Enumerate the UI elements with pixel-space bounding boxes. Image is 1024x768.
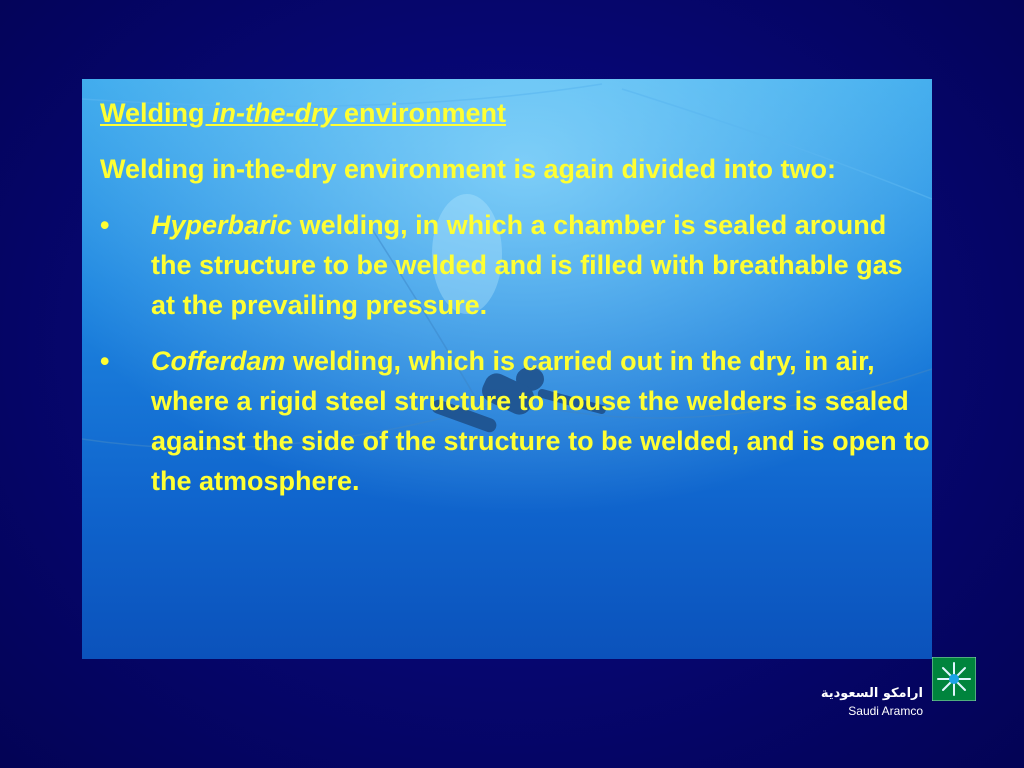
bullet-item-cofferdam	[100, 341, 930, 501]
heading-text-end: environment	[336, 98, 507, 128]
heading-text-start: Welding	[100, 98, 212, 128]
slide-heading	[100, 93, 930, 133]
bullet-marker: •	[100, 346, 110, 376]
slide-text	[100, 93, 930, 517]
underwater-diver-photo	[82, 79, 932, 659]
bullet-term: Cofferdam	[151, 346, 286, 376]
logo-english-text: Saudi Aramco	[848, 704, 923, 718]
saudi-aramco-star-icon	[932, 657, 976, 701]
bullet-marker: •	[100, 210, 110, 240]
heading-text-italic: in-the-dry	[212, 98, 337, 128]
bullet-term: Hyperbaric	[151, 210, 293, 240]
bullet-text: welding, which is carried out in the dry, in air, where a rigid steel structure to house the welders is sealed against the side of the structure to be welded, and is open to the atmosphere.	[151, 346, 930, 496]
bullet-item-hyperbaric	[100, 205, 930, 325]
bullet-text: welding, in which a chamber is sealed around the structure to be welded and is filled with breathable gas at the prevailing pressure.	[151, 210, 903, 320]
logo-arabic-text: ارامكو السعودية	[820, 686, 923, 701]
intro-paragraph: Welding in-the-dry environment is again divided into two:	[100, 154, 837, 184]
